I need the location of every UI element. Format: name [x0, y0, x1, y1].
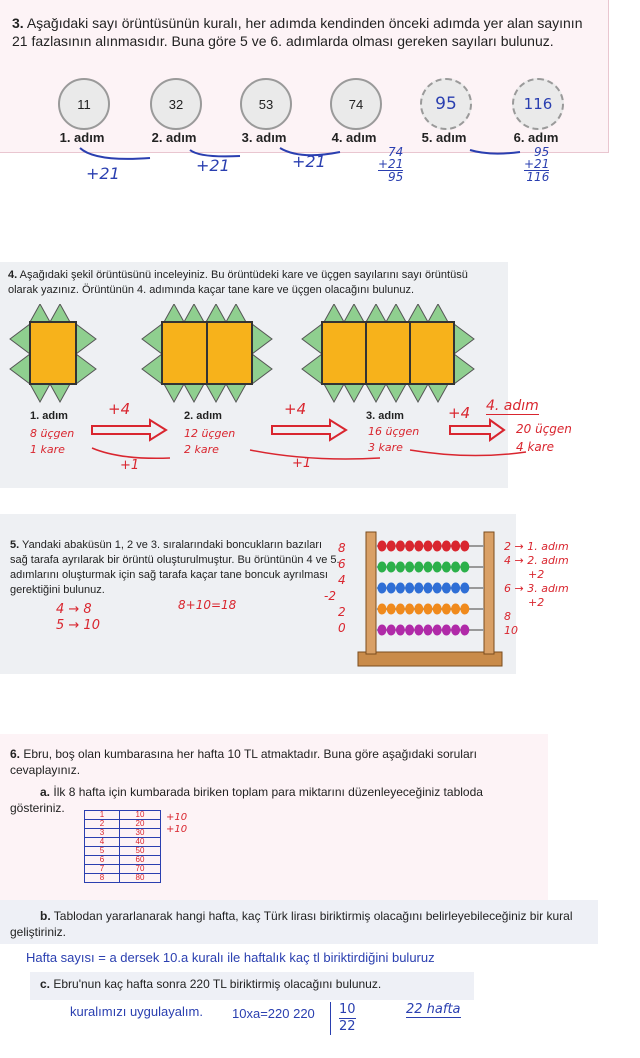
hw-sum-74-line2: +21 — [378, 157, 404, 171]
abacus-bead — [405, 562, 414, 573]
problem-5-text — [10, 538, 340, 598]
hw-p5-right-1: 2 → 1. adım — [504, 540, 569, 553]
step-6-circle — [512, 78, 564, 130]
hw-plus21-3: +21 — [292, 152, 326, 171]
savings-table-row — [85, 856, 161, 865]
hw-p5-right-plus2-a: +2 — [528, 568, 545, 581]
abacus-bead — [451, 583, 460, 594]
step-1-label: 1. adım — [59, 130, 105, 145]
hw-p5-line2: 5 → 10 — [56, 618, 100, 633]
abacus-bead — [387, 625, 396, 636]
abacus-bead — [460, 541, 469, 552]
shape-step-1-label: 1. adım — [30, 410, 68, 422]
savings-table — [84, 810, 161, 883]
shape-step-3-label: 3. adım — [366, 410, 404, 422]
savings-table-row — [85, 865, 161, 874]
savings-table-row — [85, 874, 161, 883]
abacus-bead — [424, 541, 433, 552]
hw-sum-95-line3: 116 — [524, 170, 549, 183]
abacus-bead — [433, 541, 442, 552]
hw-plus21-1: +21 — [86, 164, 120, 183]
savings-amount-cell: 80 — [120, 874, 161, 883]
shape-step-2-label: 2. adım — [184, 410, 222, 422]
abacus-bead — [442, 625, 451, 636]
problem-3-number: 3. — [12, 15, 24, 31]
abacus-bead — [442, 541, 451, 552]
hw-step4-label: 4. adım — [486, 398, 539, 414]
problem-6-body: Ebru, boş olan kumbarasına her hafta 10 TL atmaktadır. Buna göre aşağıdaki soruları cevaplayınız. — [10, 747, 477, 777]
step-1-circle — [58, 78, 110, 130]
abacus-bead — [396, 541, 405, 552]
abacus-bead — [378, 541, 387, 552]
abacus-bead — [414, 541, 423, 552]
step-3-value: 53 — [258, 96, 274, 112]
problem-5-body: Yandaki abaküsün 1, 2 ve 3. sıralarındaki boncukların bazıları sağ tarafa ayrılarak bir örüntü oluşturulmuştur. Bu örüntünün 4 ve 5. adımlarını oluşturmak için sağ tarafa kaçar tane boncuk ayrılması gerektiğini bulunuz. — [10, 539, 340, 596]
savings-week-cell: 2 — [85, 820, 120, 829]
hw-p5-line1: 4 → 8 — [56, 602, 92, 617]
hw-p5-left-6: 0 — [338, 621, 346, 635]
savings-amount-cell: 50 — [120, 847, 161, 856]
abacus-bead — [451, 541, 460, 552]
abacus-bead — [424, 583, 433, 594]
abacus-bead — [396, 562, 405, 573]
savings-amount-cell: 10 — [120, 811, 161, 820]
hw-step4-squares: 4 kare — [516, 440, 555, 454]
problem-5-number: 5. — [10, 539, 20, 551]
hw-sum-74 — [378, 146, 403, 183]
hw-p5-left-2: 6 — [338, 557, 346, 571]
abacus-bead — [396, 583, 405, 594]
problem-6c-division — [330, 1002, 356, 1035]
abacus-bead — [387, 541, 396, 552]
problem-6b-text — [10, 908, 594, 940]
savings-amount-cell: 30 — [120, 829, 161, 838]
abacus-bead — [451, 562, 460, 573]
problem-6c-text — [40, 976, 470, 993]
abacus-bead — [433, 583, 442, 594]
savings-table-row — [85, 811, 161, 820]
hw-sum-95-line2: +21 — [524, 157, 550, 171]
savings-week-cell: 4 — [85, 838, 120, 847]
abacus-bead — [460, 583, 469, 594]
hw-plus1-a: +1 — [120, 458, 140, 473]
savings-week-cell: 8 — [85, 874, 120, 883]
abacus-bead — [424, 625, 433, 636]
abacus-bead — [387, 583, 396, 594]
hw-p5-right-4: 8 — [504, 610, 511, 623]
problem-6b-answer: Hafta sayısı = a dersek 10.a kuralı ile haftalık kaç tl biriktirdiğini buluruz — [26, 950, 435, 965]
abacus-bead — [405, 541, 414, 552]
hw-p5-right-5: 10 — [504, 624, 518, 637]
savings-table-row — [85, 829, 161, 838]
abacus-bead — [442, 583, 451, 594]
problem-6c-answer: kuralımızı uygulayalım. — [70, 1004, 203, 1019]
savings-amount-cell: 60 — [120, 856, 161, 865]
abacus-bead — [414, 625, 423, 636]
hw-step4-triangles: 20 üçgen — [516, 422, 572, 436]
step-6-label: 6. adım — [513, 130, 559, 145]
abacus-bead — [460, 625, 469, 636]
problem-6-number: 6. — [10, 747, 21, 761]
hw-step1-triangles: 8 üçgen — [30, 427, 75, 440]
abacus-bead — [442, 604, 451, 615]
step-5-circle — [420, 78, 472, 130]
problem-6a-body: İlk 8 hafta için kumbarada biriken toplam para miktarını düzenleyeceğiniz tabloda gösteriniz. — [10, 785, 483, 815]
hw-step2-squares: 2 kare — [184, 443, 219, 456]
abacus-bead — [424, 562, 433, 573]
step-6-value: 116 — [523, 95, 553, 113]
hw-p5-left-nums — [324, 540, 346, 636]
problem-6a-label: a. — [40, 785, 51, 799]
hw-step1-counts — [30, 426, 74, 458]
step-5-value: 95 — [435, 94, 457, 114]
abacus-bead — [378, 583, 387, 594]
step-3-circle — [240, 78, 292, 130]
step-2-label: 2. adım — [151, 130, 197, 145]
hw-plus21-2: +21 — [196, 156, 230, 175]
hw-plus4-2: +4 — [284, 400, 307, 418]
problem-3-text — [12, 14, 598, 50]
step-2-circle — [150, 78, 202, 130]
abacus-bead — [433, 604, 442, 615]
problem-6c-quotient: 22 — [339, 1019, 356, 1034]
hw-plus4-1: +4 — [108, 400, 131, 418]
step-4-value: 74 — [348, 96, 364, 112]
problem-6c-body: Ebru'nun kaç hafta sonra 220 TL biriktirmiş olacağını bulunuz. — [53, 977, 382, 991]
hw-plus1-b: +1 — [292, 456, 312, 471]
problem-6c-result: 22 hafta — [406, 1002, 461, 1017]
hw-step1-squares: 1 kare — [30, 443, 65, 456]
problem-6c-label: c. — [40, 977, 51, 991]
hw-p5-left-1: 8 — [338, 541, 346, 555]
savings-week-cell: 5 — [85, 847, 120, 856]
step-4-label: 4. adım — [331, 130, 377, 145]
savings-week-cell: 1 — [85, 811, 120, 820]
hw-sum-95 — [524, 146, 549, 183]
abacus-bead — [396, 625, 405, 636]
abacus-bead — [405, 604, 414, 615]
abacus-bead — [396, 604, 405, 615]
hw-p5-right-plus2-b: +2 — [528, 596, 545, 609]
problem-4-body: Aşağıdaki şekil örüntüsünü inceleyiniz. Bu örüntüdeki kare ve üçgen sayılarını sayı örüntüsü olarak yazınız. Örüntünün 4. adımında kaçar tane kare ve üçgen olacağını bulunuz. — [8, 269, 468, 296]
hw-step3-triangles: 16 üçgen — [368, 425, 420, 438]
abacus-bead — [405, 583, 414, 594]
hw-p5-right-nums — [504, 540, 569, 638]
hw-p5-right-3: 6 → 3. adım — [504, 582, 569, 595]
abacus-bead — [414, 604, 423, 615]
hw-step3-squares: 3 kare — [368, 441, 403, 454]
abacus-bead — [387, 604, 396, 615]
problem-4-text — [8, 268, 500, 298]
step-5-label: 5. adım — [421, 130, 467, 145]
step-2-value: 32 — [168, 96, 184, 112]
step-3-label: 3. adım — [241, 130, 287, 145]
hw-plus10 — [166, 812, 187, 836]
hw-p5-calc: 8+10=18 — [178, 598, 237, 612]
savings-table-row — [85, 820, 161, 829]
abacus-bead — [451, 604, 460, 615]
shape-pattern-figure — [0, 304, 508, 408]
problem-6b-label: b. — [40, 909, 51, 923]
abacus-bead — [442, 562, 451, 573]
abacus-bead — [460, 562, 469, 573]
savings-week-cell: 3 — [85, 829, 120, 838]
abacus-bead — [378, 604, 387, 615]
savings-table-row — [85, 847, 161, 856]
hw-plus10-b: +10 — [166, 824, 188, 835]
savings-week-cell: 6 — [85, 856, 120, 865]
savings-amount-cell: 20 — [120, 820, 161, 829]
abacus-bead — [414, 562, 423, 573]
savings-week-cell: 7 — [85, 865, 120, 874]
problem-3-body: Aşağıdaki sayı örüntüsünün kuralı, her adımda kendinden önceki adımda yer alan sayının 21 fazlasının alınmasıdır. Buna göre 5 ve 6. adımlarda olması gereken sayıları bulunuz. — [12, 15, 583, 49]
hw-p5-left-4: -2 — [324, 589, 336, 603]
abacus-bead — [460, 604, 469, 615]
hw-plus10-a: +10 — [166, 812, 188, 823]
abacus-bead — [414, 583, 423, 594]
hw-plus4-3: +4 — [448, 404, 471, 422]
savings-amount-cell: 70 — [120, 865, 161, 874]
step-4-circle — [330, 78, 382, 130]
problem-4-number: 4. — [8, 269, 18, 281]
step-1-value: 11 — [77, 96, 91, 112]
hw-sum-95-line1: 95 — [534, 145, 550, 159]
abacus-bead — [405, 625, 414, 636]
abacus-bead — [378, 562, 387, 573]
hw-p5-left-3: 4 — [338, 573, 346, 587]
hw-p5-left-5: 2 — [338, 605, 346, 619]
hw-p5-answers — [56, 602, 100, 634]
abacus-bead — [424, 604, 433, 615]
problem-6b-body: Tablodan yararlanarak hangi hafta, kaç Türk lirası biriktirmiş olacağını belirleyebileceğiniz bir kural geliştiriniz. — [10, 909, 573, 939]
savings-table-row — [85, 838, 161, 847]
abacus — [356, 530, 506, 670]
problem-6-text — [10, 746, 538, 778]
problem-6c-divisor: 10 — [339, 1002, 356, 1017]
abacus-bead — [433, 625, 442, 636]
abacus-bead — [433, 562, 442, 573]
abacus-bead — [378, 625, 387, 636]
hw-sum-74-line3: 95 — [378, 170, 403, 183]
abacus-bead — [451, 625, 460, 636]
hw-p5-right-2: 4 → 2. adım — [504, 554, 569, 567]
hw-sum-74-line1: 74 — [388, 145, 404, 159]
savings-amount-cell: 40 — [120, 838, 161, 847]
problem-6c-equation: 10xa=220 220 — [232, 1006, 315, 1021]
hw-step2-triangles: 12 üçgen — [184, 427, 236, 440]
abacus-bead — [387, 562, 396, 573]
